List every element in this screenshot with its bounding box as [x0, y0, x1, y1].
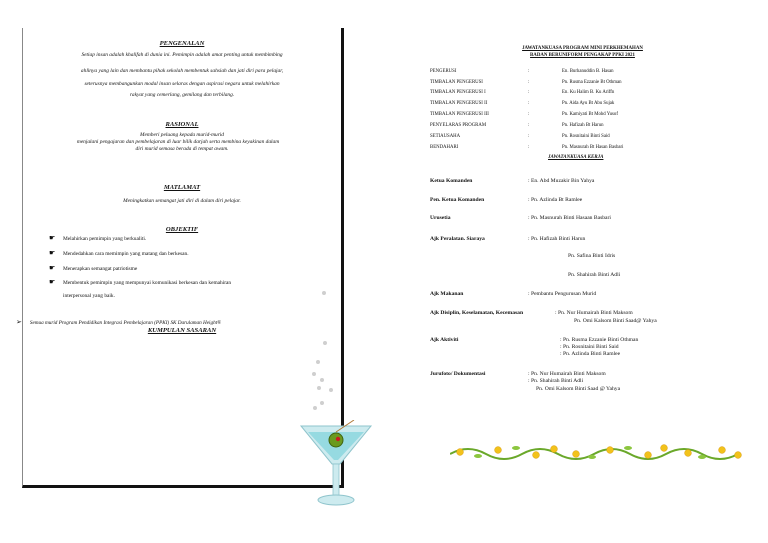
- org-row: SETIAUSAHA : Pn. Rosnitaini Binti Said: [430, 134, 610, 139]
- ajk-continued: Pn. Shahirah Binti Adli: [568, 272, 621, 278]
- pengenalan-line: Setiap insan adalah khalifah di dunia ini. Pemimpin adalah amat penting untuk membimbing: [81, 52, 283, 58]
- left-panel: [22, 28, 344, 488]
- org-row: PENYELARAS PROGRAM : Pn. Hafizah Bt Harun: [430, 123, 604, 128]
- rasional-line: diri murid semasa berada di tempat awam.: [135, 146, 229, 152]
- rasional-title: RASIONAL: [165, 121, 199, 128]
- ajk-value: : Pn. Nur Humairah Binti Maksom: [528, 371, 606, 377]
- sasaran-title: KUMPULAN SASARAN: [147, 327, 217, 334]
- arrow-bullet-icon: ➢: [16, 318, 22, 326]
- ajk-row: Ajk Peralatan. Siaraya : Pn. Hafizah Binti Harun: [430, 236, 586, 242]
- committee-title: JAWATANKUASA PROGRAM MINI PERKHEMAHAN: [522, 46, 643, 51]
- ajk-continued: Pn. Omi Kalsom Binti Saad@ Yahya: [574, 318, 657, 324]
- objektif-item: ☛ Membentuk pemimpin yang mempunyai komunikasi berkesan dan kemahiran: [49, 278, 232, 286]
- org-row: PENGERUSI : En. Burhanuddin B. Hasan: [430, 69, 614, 74]
- ajk-row: Ajk Aktiviti: [430, 337, 459, 343]
- ajk-continued: Pn. Safina Binti Idris: [568, 253, 616, 259]
- objektif-item: ☛ Melahirkan pemimpin yang berkualiti.: [49, 234, 147, 242]
- hand-pointer-icon: ☛: [49, 278, 56, 286]
- pengenalan-title: PENGENALAN: [159, 40, 205, 47]
- pengenalan-line: seterusnya membangunkan modal insan selaras dengan aspirasi negara untuk melahirkan: [84, 81, 280, 87]
- committee-subtitle: BADAN BERUNIFORM PENGAKAP PPKI 2021: [530, 53, 635, 58]
- ajk-row: Urusetia : Pn. Masnurah Binti Hasaan Basbari: [430, 215, 611, 221]
- cocktail-glass-icon: [298, 420, 374, 508]
- sasaran-item: ➢ Semua murid Program Pendidikan Integrasi Pembelajaran (PPKI) SK Darulaman Height®: [16, 318, 222, 326]
- pengenalan-line: rakyat yang cemerlang, gemilang dan terbilang.: [129, 92, 235, 98]
- pengenalan-line: ahlinya yang lain dan membantu pihak sekolah membentuk sahsiah dan jati diri para pelajar,: [80, 68, 284, 74]
- ajk-row: Ketua Komanden : En. Abd Muzakir Bin Yahya: [430, 178, 595, 184]
- ajk-value: : Pn. Azlinda Binti Ramlee: [560, 351, 621, 357]
- objektif-title: OBJEKTIF: [165, 226, 199, 233]
- ajk-value: : Pn. Shahirah Binti Adli: [528, 378, 584, 384]
- flower-garland-icon: [450, 440, 746, 464]
- matlamat-title: MATLAMAT: [163, 184, 201, 191]
- rasional-line: Memberi peluang kepada murid-murid: [140, 132, 224, 138]
- objektif-item: ☛ Mendedahkan cara memimpin yang matang dan berkesan.: [49, 249, 189, 257]
- ajk-row: Pen. Ketua Komanden : Pn. Azlinda Bt Ramlee: [430, 197, 583, 203]
- org-row: TIMBALAN PENGERUSI III : Pn. Kamiyati Bt Mohd Yusof: [430, 112, 618, 117]
- ajk-value: : Pn. Rosnitaini Binti Said: [560, 344, 619, 350]
- hand-pointer-icon: ☛: [49, 234, 56, 242]
- org-row: TIMBALAN PENGERUSI II : Pn. Aida Ayu Bt Abu Sujak: [430, 101, 615, 106]
- kerja-title: JAWATANKUASA KERJA: [548, 155, 604, 160]
- ajk-value: Pn. Omi Kalsom Binti Saad @ Yahya: [536, 386, 621, 392]
- org-row: TIMBALAN PENGERUSI I : En. Ku Halim B. Ku Ariffn: [430, 90, 615, 95]
- hand-pointer-icon: ☛: [49, 264, 56, 272]
- hand-pointer-icon: ☛: [49, 249, 56, 257]
- org-row: TIMBALAN PENGERUSI : Pn. Rusma Ezzanie Bt Othman: [430, 80, 622, 85]
- ajk-value: : Pn. Rusma Ezzanie Binti Othman: [560, 337, 639, 343]
- rasional-line: menjalani pengajaran dan pembelajaran di luar bilik darjah serta membina keyakinan dalam: [76, 139, 280, 145]
- ajk-row: Jurufoto/ Dokumentasi: [430, 371, 486, 377]
- ajk-value: : Pn. Nur Humairah Binti Maksom: [555, 310, 633, 316]
- objektif-item: ☛ Menerapkan semangat patriotisme: [49, 264, 138, 272]
- org-row: BENDAHARI : Pn. Masnurah Bt Hasan Basbari: [430, 145, 624, 150]
- ajk-label: Ajk Disiplin, Keselamatan, Kecemasan: [430, 310, 524, 316]
- matlamat-line: Meningkatkan semangat jati diri di dalam diri pelajar.: [123, 198, 241, 204]
- ajk-row: Ajk Makanan : Pembantu Pengurusan Murid: [430, 291, 597, 297]
- objektif-item-continued: interpersonal yang baik.: [63, 293, 115, 299]
